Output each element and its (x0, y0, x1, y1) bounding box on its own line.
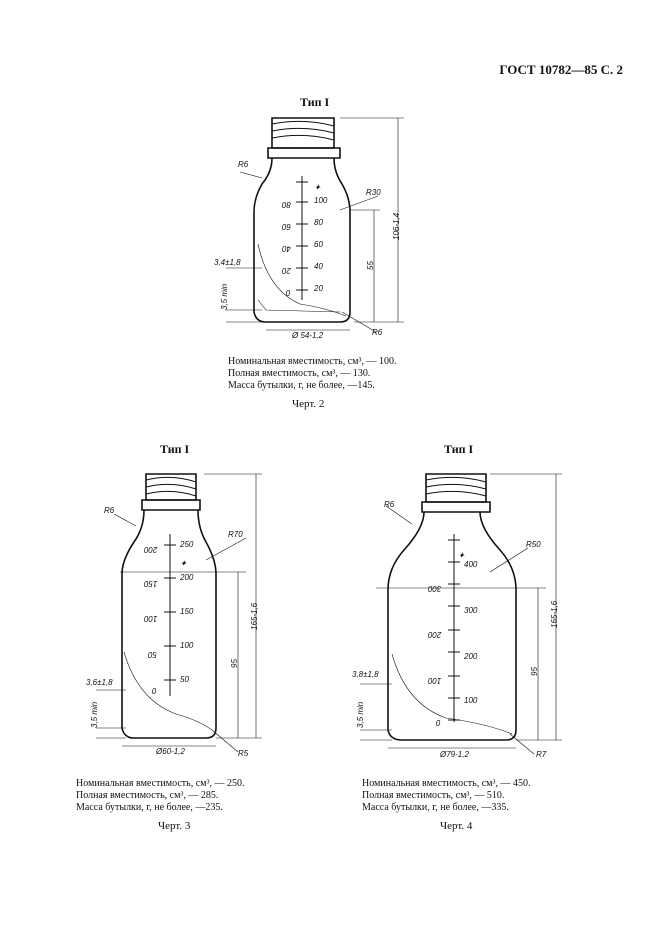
fig4-scale-right-2: 200 (464, 652, 478, 661)
fig2-scale-left-4: 0 (286, 288, 291, 297)
fig3-caption-line: Масса бутылки, г, не более, —235. (76, 802, 223, 813)
fig2-height-body: 55 (366, 261, 375, 270)
fig4-caption-line: Номинальная вместимость, см³, — 450. (362, 778, 531, 789)
fig3-wall: 3,6±1,8 (86, 678, 113, 687)
document-header: ГОСТ 10782—85 С. 2 (499, 62, 623, 77)
fig3-scale-right-3: 100 (180, 641, 194, 650)
fig3-scale-right-2: 150 (180, 607, 194, 616)
fig4-radius-shoulder: R50 (526, 540, 541, 549)
fig2-wall: 3,4±1,8 (214, 258, 241, 267)
fig2-caption-line: Полная вместимость, см³, — 130. (228, 368, 371, 379)
fig2-scale-left-0: 80 (282, 200, 291, 209)
fig2-sparkle-icon: ✦ (314, 183, 321, 192)
fig3-label: Черт. 3 (158, 820, 191, 832)
fig4-caption (362, 778, 530, 814)
fig2-height-total: 106-1,4 (392, 212, 401, 240)
fig2-scale-right-3: 40 (314, 262, 323, 271)
fig4-bottle-drawing (360, 474, 562, 754)
fig3-sparkle-icon: ✦ (180, 559, 187, 568)
fig3-caption-line: Полная вместимость, см³, — 285. (76, 790, 219, 801)
fig4-radius-bottom: R7 (536, 750, 547, 759)
fig3-scale-left-0: 200 (144, 545, 158, 554)
fig2-caption-line: Масса бутылки, г, не более, —145. (228, 380, 375, 391)
fig4-bottom: 3,5 min (356, 701, 365, 728)
fig2-type-label: Тип I (300, 95, 330, 109)
fig4-label: Черт. 4 (440, 820, 473, 832)
fig4-scale-left-0: 300 (428, 584, 442, 593)
fig2-bottom: 3,5 min (220, 283, 229, 310)
fig2-diameter: Ø 54-1,2 (292, 331, 324, 340)
fig4-type-label: Тип I (444, 442, 474, 456)
fig3-diameter: Ø60-1,2 (156, 747, 185, 756)
fig3-scale-left-4: 0 (152, 686, 157, 695)
fig4-diameter: Ø79-1,2 (440, 750, 469, 759)
fig4-sparkle-icon: ✦ (458, 551, 465, 560)
fig3-scale-right-4: 50 (180, 675, 189, 684)
fig2-caption (228, 356, 396, 392)
fig3-scale-left-3: 50 (148, 650, 157, 659)
fig3-type-label: Тип I (160, 442, 190, 456)
fig4-scale-right-3: 100 (464, 696, 478, 705)
fig4-scale-right-1: 300 (464, 606, 478, 615)
fig2-label: Черт. 2 (292, 398, 325, 410)
fig2-scale-left-1: 60 (282, 222, 291, 231)
fig4-caption-line: Масса бутылки, г, не более, —335. (362, 802, 509, 813)
fig3-caption (76, 778, 244, 814)
fig4-scale-right-0: 400 (464, 560, 478, 569)
fig4-height-body: 95 (530, 667, 539, 676)
fig4-scale-left-3: 0 (436, 718, 441, 727)
fig4-radius-top: R6 (384, 500, 395, 509)
fig3-caption-line: Номинальная вместимость, см³, — 250. (76, 778, 245, 789)
fig2-scale-left-3: 20 (282, 266, 291, 275)
fig2-scale-right-2: 60 (314, 240, 323, 249)
fig2-caption-line: Номинальная вместимость, см³, — 100. (228, 356, 397, 367)
fig2-scale-right-0: 100 (314, 196, 328, 205)
fig2-scale-left-2: 40 (282, 244, 291, 253)
fig3-scale-right-0: 250 (180, 540, 194, 549)
fig3-bottle-drawing (96, 474, 262, 752)
fig2-scale-right-4: 20 (314, 284, 323, 293)
fig3-bottom: 3,5 min (90, 701, 99, 728)
fig4-caption-line: Полная вместимость, см³, — 510. (362, 790, 505, 801)
fig3-height-body: 95 (230, 659, 239, 668)
fig4-scale-left-2: 100 (428, 676, 442, 685)
fig3-radius-top: R6 (104, 506, 115, 515)
fig4-scale-left-1: 200 (428, 630, 442, 639)
fig2-radius-bottom: R6 (372, 328, 383, 337)
fig3-scale-right-1: 200 (180, 573, 194, 582)
fig3-scale-left-2: 100 (144, 614, 158, 623)
fig3-height-total: 165-1,6 (250, 602, 259, 630)
fig3-radius-shoulder: R70 (228, 530, 243, 539)
fig2-scale-right-1: 80 (314, 218, 323, 227)
fig2-radius-shoulder: R30 (366, 188, 381, 197)
fig3-radius-bottom: R5 (238, 749, 249, 758)
fig4-wall: 3,8±1,8 (352, 670, 379, 679)
fig3-scale-left-1: 150 (144, 579, 158, 588)
fig2-radius-top: R6 (238, 160, 249, 169)
fig4-height-total: 165-1,6 (550, 600, 559, 628)
